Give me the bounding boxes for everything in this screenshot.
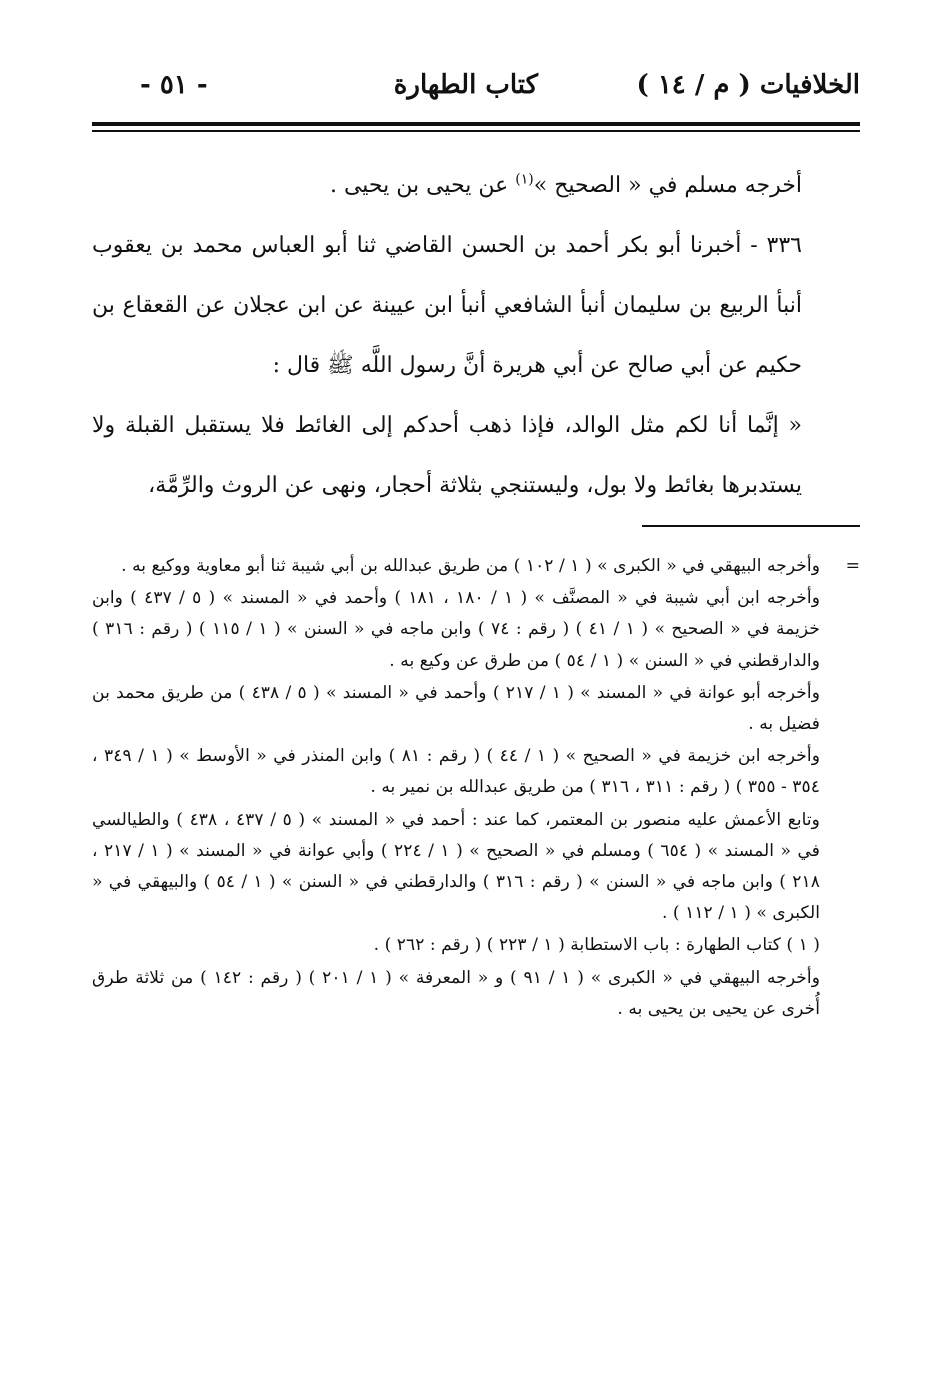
paragraph-1 <box>92 156 860 216</box>
footnotes <box>92 551 860 1026</box>
paragraph-3: « إنَّما أنا لكم مثل الوالد، فإذا ذهب أحدكم إلى الغائط فلا يستقبل القبلة ولا يستدبرها بغائط ولا بول، وليستنجي بثلاثة أحجار، ونهى عن الروث والرِّمَّة، <box>92 413 802 498</box>
page-header <box>92 70 860 114</box>
chapter-title: كتاب الطهارة <box>393 70 538 100</box>
footnote-reference: (١) <box>515 171 534 188</box>
footnote-5: وتابع الأعمش عليه منصور بن المعتمر، كما عند : أحمد في « المسند » ( ٥ / ٤٣٧ ، ٤٣٨ ) والطيالسي في « المسند » ( ٦٥٤ ) ومسلم في « الصحيح » ( ١ / ٢٢٤ ) وأبي عوانة في « المسند » ( ١ / ٢١٧ ، ٢١٨ ) وابن ماجه في « السنن » ( رقم : ٣١٦ ) والدارقطني في « السنن » ( ١ / ٥٤ ) والبيهقي في « الكبرى » ( ١ / ١١٢ ) . <box>92 809 820 924</box>
page-number: - ٥١ - <box>140 70 208 100</box>
footnote-4: وأخرجه ابن خزيمة في « الصحيح » ( ١ / ٤٤ ) ( رقم : ٨١ ) وابن المنذر في « الأوسط » ( ١ / ٣٤٩ ، ٣٥٤ - ٣٥٥ ) ( رقم : ٣١١ ، ٣١٦ ) من طريق عبدالله بن نمير به . <box>92 746 820 798</box>
footnote-7: وأخرجه البيهقي في « الكبرى » ( ١ / ٩١ ) و « المعرفة » ( ١ / ٢٠١ ) ( رقم : ١٤٢ ) من ثلاثة طرق أُخرى عن يحيى بن يحيى به . <box>92 967 821 1019</box>
footnote-1-text: وأخرجه البيهقي في « الكبرى » ( ١ / ١٠٢ ) من طريق عبدالله بن أبي شيبة ثنا أبو معاوية ووكيع به . <box>121 556 820 576</box>
paragraph-2: ٣٣٦ - أخبرنا أبو بكر أحمد بن الحسن القاضي ثنا أبو العباس محمد بن يعقوب أنبأ الربيع بن سليمان أنبأ الشافعي أنبأ ابن عيينة عن ابن عجلان عن القعقاع بن حكيم عن أبي صالح عن أبي هريرة أنَّ رسول اللَّه ﷺ قال : <box>92 233 802 378</box>
paragraph-1-text: أخرجه مسلم في « الصحيح » <box>533 173 802 198</box>
main-text <box>92 156 860 516</box>
footnote-1 <box>92 551 860 582</box>
footnote-6: ( ١ ) كتاب الطهارة : باب الاستطابة ( ١ / ٢٢٣ ) ( رقم : ٢٦٢ ) . <box>373 935 820 956</box>
continuation-mark: = <box>845 556 860 576</box>
header-rule-thin <box>92 130 860 132</box>
header-rule-thick <box>92 122 860 126</box>
book-title: الخلافيات ( م / ١٤ ) <box>636 70 860 100</box>
footnote-3: وأخرجه أبو عوانة في « المسند » ( ١ / ٢١٧ ) وأحمد في « المسند » ( ٥ / ٤٣٨ ) من طريق محمد بن فضيل به . <box>92 682 820 735</box>
footnote-2: وأخرجه ابن أبي شيبة في « المصنَّف » ( ١ / ١٨٠ ، ١٨١ ) وأحمد في « المسند » ( ٥ / ٤٣٧ ) وابن خزيمة في « الصحيح » ( ١ / ٤١ ) ( رقم : ٧٤ ) وابن ماجه في « السنن » ( ١ / ١١٥ ) ( رقم : ٣١٦ ) والدارقطني في « السنن » ( ١ / ٥٤ ) من طرق عن وكيع به . <box>92 588 821 671</box>
paragraph-1-tail: عن يحيى بن يحيى . <box>329 173 516 198</box>
footnote-separator <box>642 525 860 527</box>
